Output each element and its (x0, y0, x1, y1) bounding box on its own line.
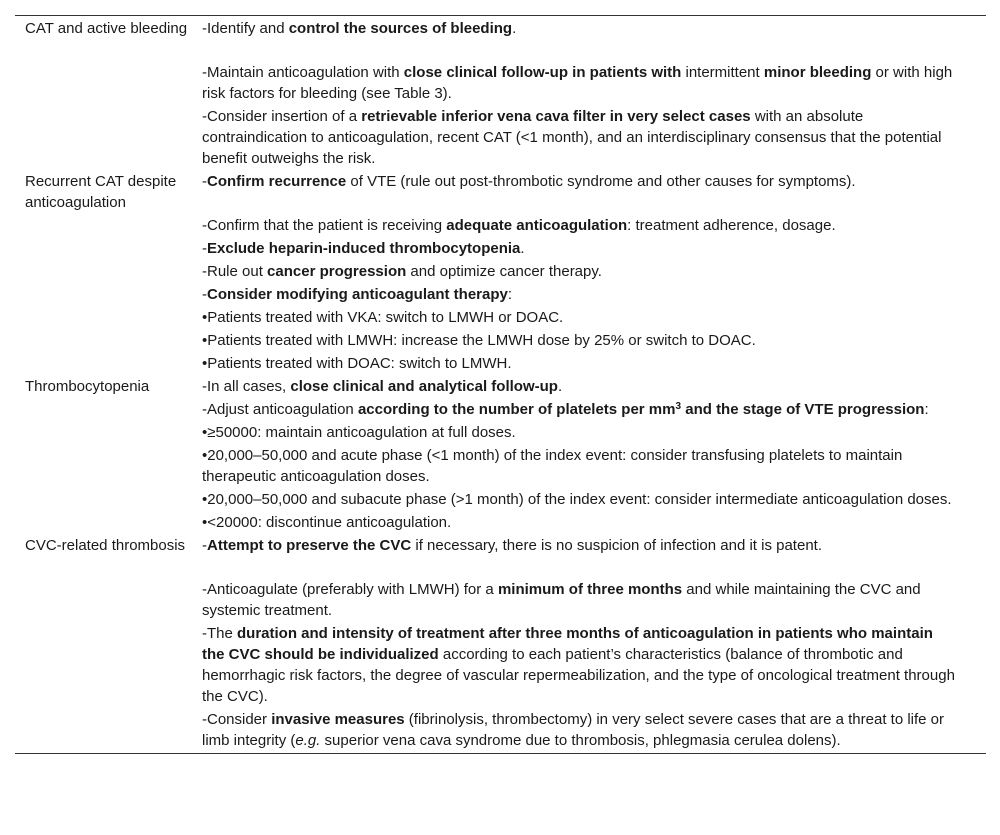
row-item (202, 307, 956, 328)
text-segment: intermittent (681, 64, 764, 81)
row-item (202, 18, 956, 39)
text-segment: - (202, 240, 207, 257)
text-segment: retrievable inferior vena cava filter in very select cases (361, 108, 751, 125)
text-segment: •20,000–50,000 and acute phase (<1 month) of the index event: consider transfusing platelets to maintain therapeutic anticoagulation doses. (202, 447, 903, 485)
row-item (202, 353, 956, 374)
text-segment: •<20000: discontinue anticoagulation. (202, 514, 452, 531)
text-segment: •20,000–50,000 and subacute phase (>1 month) of the index event: consider intermediate anticoagulation doses. (202, 491, 952, 508)
text-segment: 3 (675, 401, 682, 412)
text-segment: . (520, 240, 525, 257)
row-item (202, 215, 956, 236)
text-segment: minimum of three months (497, 581, 683, 598)
row-item (202, 330, 956, 351)
row-item (202, 579, 956, 621)
text-segment: -Maintain anticoagulation with (202, 64, 404, 81)
text-segment: and the stage of VTE progression (681, 401, 925, 418)
text-segment: -Rule out (202, 263, 268, 280)
row-label: Recurrent CAT despite anticoagulation (25, 173, 177, 211)
row-content (202, 171, 986, 376)
text-segment: if necessary, there is no suspicion of infection and it is patent. (411, 537, 822, 554)
text-segment: -Anticoagulate (preferably with LMWH) for a (202, 581, 498, 598)
text-segment: -Confirm that the patient is receiving (202, 217, 447, 234)
text-segment: cancer progression (267, 263, 407, 280)
text-segment: invasive measures (271, 711, 405, 728)
row-item (202, 106, 956, 169)
row-label: Thrombocytopenia (25, 378, 150, 395)
row-content (202, 376, 986, 535)
row-item (202, 422, 956, 443)
text-segment: - (202, 286, 207, 303)
row-item (202, 62, 956, 104)
text-segment: •Patients treated with LMWH: increase the LMWH dose by 25% or switch to DOAC. (202, 332, 756, 349)
text-segment: •Patients treated with DOAC: switch to LMWH. (202, 355, 512, 372)
text-segment: -Consider (202, 711, 272, 728)
text-segment: adequate anticoagulation (446, 217, 628, 234)
text-segment: Consider modifying anticoagulant therapy (207, 286, 508, 303)
row-item (202, 489, 956, 510)
text-segment: and optimize cancer therapy. (406, 263, 602, 280)
text-segment: (fibrinolysis, thrombectomy) in very select severe cases that are a threat to life or limb integrity ( (202, 711, 945, 749)
row-label: CVC-related thrombosis (25, 537, 186, 554)
row-item (202, 445, 956, 487)
row-content (202, 535, 986, 753)
text-segment: and while maintaining the CVC and systemic treatment. (202, 581, 921, 619)
row-item (202, 171, 956, 192)
row-item (202, 512, 956, 533)
table-row-cvc-thrombosis (15, 535, 986, 753)
text-segment: -Consider insertion of a (202, 108, 362, 125)
row-item (202, 709, 956, 751)
text-segment: Exclude heparin-induced thrombocytopenia (207, 240, 521, 257)
row-item (202, 535, 956, 556)
text-segment: . (512, 20, 517, 37)
text-segment: close clinical follow-up in patients with (403, 64, 682, 81)
table-body (15, 16, 986, 753)
table-row-thrombocytopenia (15, 376, 986, 535)
row-content (202, 16, 986, 171)
text-segment: •≥50000: maintain anticoagulation at full doses. (202, 424, 516, 441)
text-segment: according to the number of platelets per mm (357, 401, 676, 418)
text-segment: -The (202, 625, 238, 642)
row-item (202, 376, 956, 397)
text-segment: superior vena cava syndrome due to thrombosis, phlegmasia cerulea dolens). (320, 732, 841, 749)
row-item (202, 261, 956, 282)
text-segment: of VTE (rule out post-thrombotic syndrome and other causes for symptoms). (346, 173, 856, 190)
text-segment: e.g. (295, 732, 321, 749)
text-segment: •Patients treated with VKA: switch to LMWH or DOAC. (202, 309, 564, 326)
text-segment: duration and intensity of treatment after three months of anticoagulation in patients who maintain the CVC should be individualized (202, 625, 933, 663)
text-segment: : treatment adherence, dosage. (627, 217, 836, 234)
text-segment: - (202, 537, 207, 554)
table (15, 16, 986, 753)
row-item (202, 238, 956, 259)
text-segment: -Identify and (202, 20, 289, 37)
row-item (202, 623, 956, 707)
text-segment: - (202, 173, 207, 190)
row-item (202, 399, 956, 420)
text-segment: . (557, 378, 563, 395)
text-segment: : (924, 401, 929, 418)
text-segment: with an absolute contraindication to anticoagulation, recent CAT (<1 month), and an interdisciplinary consensus that the potential benefit outweighs the risk. (202, 108, 942, 167)
recommendations-table (15, 15, 986, 754)
text-segment: -In all cases, (202, 378, 291, 395)
text-segment: Attempt to preserve the CVC (207, 537, 412, 554)
text-segment: close clinical and analytical follow-up (290, 378, 558, 395)
text-segment: according to each patient’s characteristics (balance of thrombotic and hemorrhagic risk factors, the degree of vascular repermeabilization, and the type of oncological treatment through the CVC). (202, 646, 955, 705)
text-segment: or with high risk factors for bleeding (see Table 3). (202, 64, 953, 102)
table-row-cat-bleeding (15, 16, 986, 171)
text-segment: -Adjust anticoagulation (202, 401, 358, 418)
row-item (202, 284, 956, 305)
text-segment: Confirm recurrence (207, 173, 347, 190)
table-row-recurrent-cat (15, 171, 986, 376)
text-segment: minor bleeding (763, 64, 872, 81)
text-segment: control the sources of bleeding (288, 20, 513, 37)
row-label: CAT and active bleeding (25, 20, 188, 37)
text-segment: : (507, 286, 513, 303)
